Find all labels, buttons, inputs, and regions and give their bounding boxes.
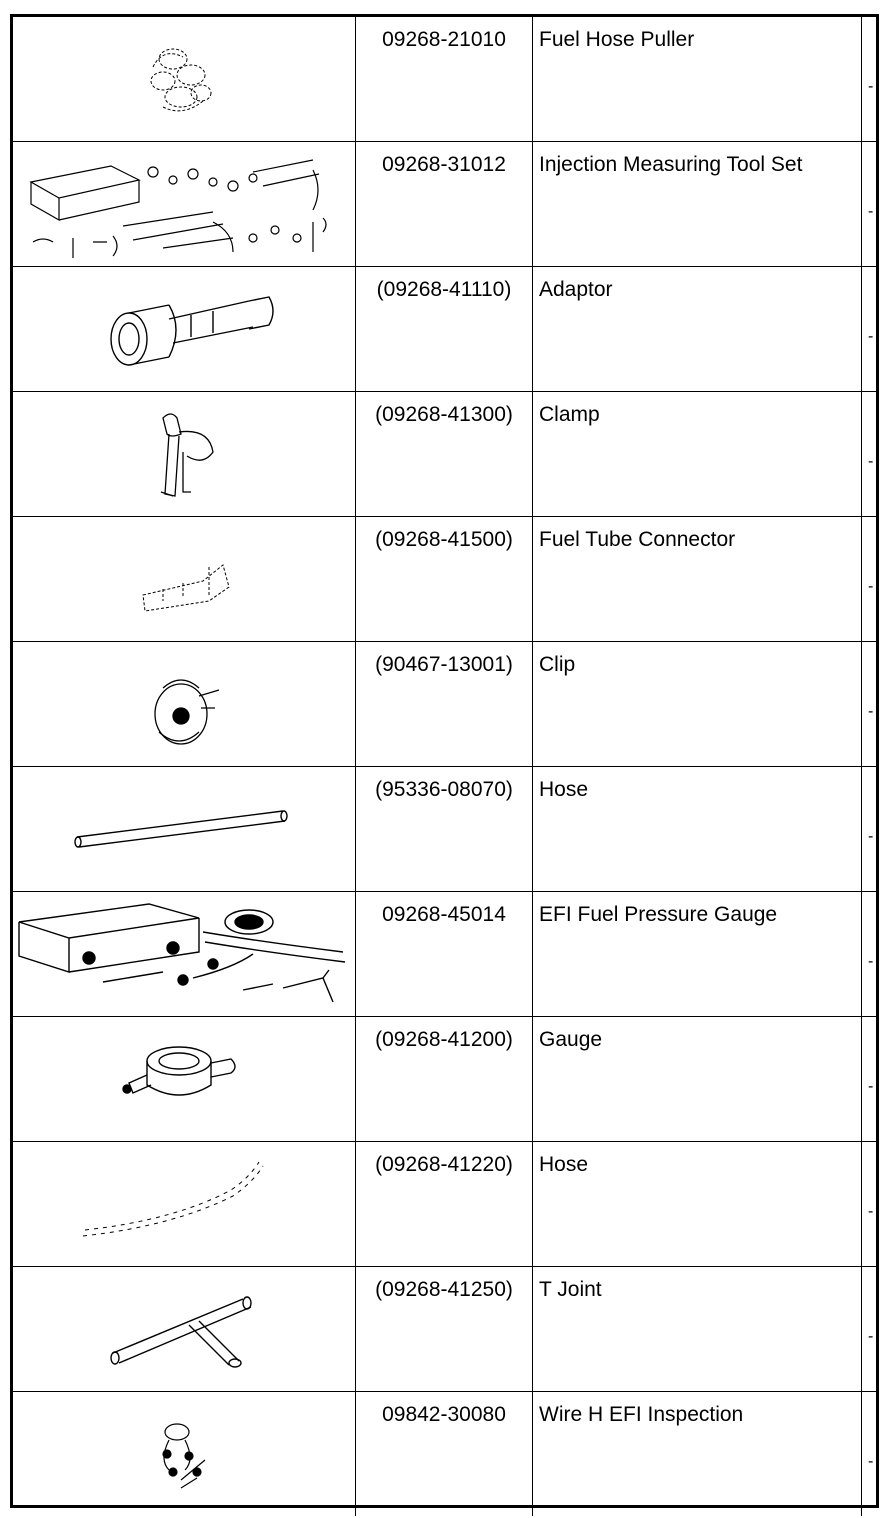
wire-harness-icon <box>13 1392 355 1514</box>
part-number: 09268-45014 <box>382 903 506 926</box>
tool-name-cell <box>533 1017 862 1142</box>
tool-name: Injection Measuring Tool Set <box>539 153 803 176</box>
table-row <box>13 892 876 1017</box>
table-row <box>13 517 876 642</box>
fuel-tube-connector-icon <box>13 517 355 639</box>
mark-cell <box>862 517 877 642</box>
tool-name: Clamp <box>539 403 600 426</box>
table-row <box>13 267 876 392</box>
part-number-cell <box>356 17 533 142</box>
tool-illustration-cell <box>13 1142 356 1267</box>
part-number-cell <box>356 1017 533 1142</box>
efi-fuel-pressure-gauge-icon <box>13 892 355 1014</box>
hose-icon <box>13 767 355 889</box>
tool-name: Fuel Hose Puller <box>539 28 695 51</box>
part-number: (09268-41250) <box>375 1278 513 1301</box>
dash-mark: - <box>868 328 874 345</box>
tool-name-cell <box>533 1142 862 1267</box>
dash-mark: - <box>868 578 874 595</box>
table-row <box>13 392 876 517</box>
part-number-cell <box>356 517 533 642</box>
mark-cell <box>862 1017 877 1142</box>
part-number-cell <box>356 892 533 1017</box>
mark-cell <box>862 392 877 517</box>
dash-mark: - <box>868 703 874 720</box>
dash-mark: - <box>868 1453 874 1470</box>
part-number-cell <box>356 767 533 892</box>
special-tools-table-frame <box>10 14 879 1508</box>
adaptor-icon <box>13 267 355 389</box>
tool-illustration-cell <box>13 1017 356 1142</box>
hose-icon <box>13 1142 355 1264</box>
mark-cell <box>862 1392 877 1517</box>
part-number: (09268-41220) <box>375 1153 513 1176</box>
part-number-cell <box>356 1267 533 1392</box>
tool-illustration-cell <box>13 392 356 517</box>
table-row <box>13 1267 876 1392</box>
mark-cell <box>862 642 877 767</box>
tool-illustration-cell <box>13 1267 356 1392</box>
tool-illustration-cell <box>13 1392 356 1517</box>
dash-mark: - <box>868 1078 874 1095</box>
tool-name-cell <box>533 1392 862 1517</box>
mark-cell <box>862 17 877 142</box>
clamp-icon <box>13 392 355 514</box>
part-number-cell <box>356 267 533 392</box>
part-number: 09268-31012 <box>382 153 506 176</box>
table-row <box>13 642 876 767</box>
tool-name-cell <box>533 642 862 767</box>
part-number: 09842-30080 <box>382 1403 506 1426</box>
part-number-cell <box>356 142 533 267</box>
dash-mark: - <box>868 828 874 845</box>
tool-name: Hose <box>539 1153 589 1176</box>
mark-cell <box>862 142 877 267</box>
part-number-cell <box>356 1142 533 1267</box>
tool-name-cell <box>533 517 862 642</box>
dash-mark: - <box>868 1328 874 1345</box>
tool-illustration-cell <box>13 892 356 1017</box>
table-row <box>13 142 876 267</box>
tool-name: Clip <box>539 653 576 676</box>
tool-name-cell <box>533 892 862 1017</box>
dash-mark: - <box>868 953 874 970</box>
part-number: (95336-08070) <box>375 778 513 801</box>
special-tools-table <box>13 17 876 1516</box>
dash-mark: - <box>868 453 874 470</box>
tool-name-cell <box>533 267 862 392</box>
table-row <box>13 1017 876 1142</box>
part-number: 09268-21010 <box>382 28 506 51</box>
part-number: (09268-41500) <box>375 528 513 551</box>
tool-name-cell <box>533 142 862 267</box>
part-number: (09268-41200) <box>375 1028 513 1051</box>
tool-name: Fuel Tube Connector <box>539 528 736 551</box>
clip-icon <box>13 642 355 764</box>
tool-name: T Joint <box>539 1278 602 1301</box>
mark-cell <box>862 267 877 392</box>
tool-name: Adaptor <box>539 278 613 301</box>
dash-mark: - <box>868 78 874 95</box>
tool-illustration-cell <box>13 642 356 767</box>
part-number: (09268-41300) <box>375 403 513 426</box>
tool-name: EFI Fuel Pressure Gauge <box>539 903 778 926</box>
tool-name-cell <box>533 17 862 142</box>
tool-name-cell <box>533 392 862 517</box>
part-number: (09268-41110) <box>376 278 512 301</box>
tool-illustration-cell <box>13 267 356 392</box>
mark-cell <box>862 1267 877 1392</box>
tool-name: Wire H EFI Inspection <box>539 1403 744 1426</box>
tool-illustration-cell <box>13 767 356 892</box>
injection-measuring-tool-set-icon <box>13 142 355 264</box>
part-number-cell <box>356 642 533 767</box>
part-number-cell <box>356 392 533 517</box>
tool-illustration-cell <box>13 142 356 267</box>
table-row <box>13 767 876 892</box>
part-number-cell <box>356 1392 533 1517</box>
tool-illustration-cell <box>13 517 356 642</box>
mark-cell <box>862 1142 877 1267</box>
part-number: (90467-13001) <box>375 653 513 676</box>
gauge-icon <box>13 1017 355 1139</box>
mark-cell <box>862 892 877 1017</box>
dash-mark: - <box>868 203 874 220</box>
fuel-hose-puller-icon <box>13 17 355 139</box>
table-row <box>13 1392 876 1517</box>
tool-name-cell <box>533 1267 862 1392</box>
tool-name: Hose <box>539 778 589 801</box>
tool-illustration-cell <box>13 17 356 142</box>
tool-name: Gauge <box>539 1028 603 1051</box>
dash-mark: - <box>868 1203 874 1220</box>
mark-cell <box>862 767 877 892</box>
table-row <box>13 1142 876 1267</box>
table-row <box>13 17 876 142</box>
tool-name-cell <box>533 767 862 892</box>
t-joint-icon <box>13 1267 355 1389</box>
